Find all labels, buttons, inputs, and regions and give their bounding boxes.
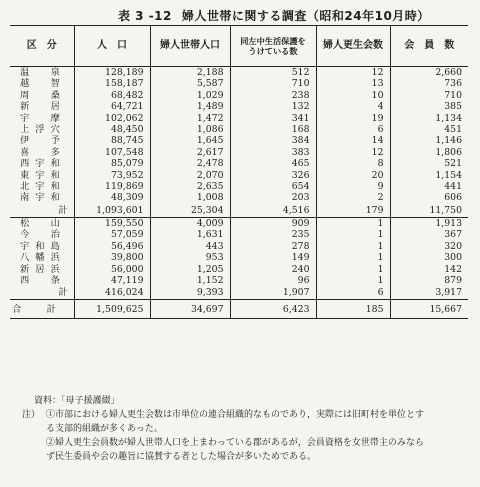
table-row (10, 170, 468, 181)
note-2-line-1: ②婦人更生会員数が婦人世帯人口を上まわっている郡があるが，会員資格を女世帯主のみなら (46, 438, 424, 448)
cell-population: 1,093,601 (74, 204, 150, 218)
cell-population: 102,062 (74, 113, 150, 124)
cell-welfare-count: 238 (230, 90, 316, 101)
cell-welfare-count: 240 (230, 264, 316, 275)
cell-women-household-pop: 953 (150, 252, 230, 263)
table-row (10, 252, 468, 263)
cell-association-count: 10 (316, 90, 390, 101)
cell-welfare-count: 278 (230, 241, 316, 252)
table-row (10, 241, 468, 252)
cell-population: 73,952 (74, 170, 150, 181)
cell-welfare-count: 654 (230, 181, 316, 192)
cell-district: 伊 予 (20, 135, 66, 147)
statistics-table (10, 25, 468, 319)
cell-welfare-count: 710 (230, 78, 316, 89)
cell-welfare-count: 149 (230, 252, 316, 263)
cell-members: 1,146 (390, 135, 468, 146)
cell-association-count: 1 (316, 275, 390, 286)
cell-members: 142 (390, 264, 468, 275)
cell-district: 計 (58, 287, 68, 299)
table-row (10, 275, 468, 286)
cell-association-count: 9 (316, 181, 390, 192)
cell-women-household-pop: 2,617 (150, 147, 230, 158)
note-2-line-2: ず民生委員や会の趣旨に協賛する者とした場合が多いためである。 (46, 452, 317, 462)
cell-district: 宇和島 (20, 240, 66, 252)
cell-members: 320 (390, 241, 468, 252)
cell-association-count: 4 (316, 101, 390, 112)
cell-district: 温 泉 (10, 67, 74, 79)
cell-district: 宇 摩 (20, 112, 66, 124)
cell-members: 441 (390, 181, 468, 192)
table-row (10, 158, 468, 169)
cell-association-count: 12 (316, 147, 390, 158)
table-row (10, 192, 468, 203)
cell-women-household-pop: 1,008 (150, 192, 230, 203)
cell-association-count: 1 (316, 241, 390, 252)
cell-members: 385 (390, 101, 468, 112)
cell-population: 57,059 (74, 229, 150, 240)
cell-association-count: 1 (316, 264, 390, 275)
header-women-household-pop: 婦人世帯人口 (150, 26, 230, 67)
cell-association-count: 2 (316, 192, 390, 203)
cell-welfare-count: 341 (230, 113, 316, 124)
cell-members: 1,806 (390, 147, 468, 158)
cell-women-household-pop: 2,635 (150, 181, 230, 192)
note-1-line-2: る支部的組織が多くあった。 (46, 424, 163, 434)
cell-association-count: 1 (316, 229, 390, 240)
note-label: 注） (21, 410, 40, 420)
cell-welfare-count: 6,423 (230, 300, 316, 319)
cell-women-household-pop: 9,393 (150, 286, 230, 300)
cell-women-household-pop: 34,697 (150, 300, 230, 319)
cell-district: 南宇和 (20, 192, 66, 204)
notes-section (16, 394, 474, 464)
table-row (10, 181, 468, 192)
cell-welfare-count: 96 (230, 275, 316, 286)
table-row (10, 135, 468, 146)
cell-members: 606 (390, 192, 468, 203)
cell-members: 2,660 (390, 67, 468, 79)
table-row (10, 90, 468, 101)
cell-district: 越 智 (20, 78, 66, 90)
cell-population: 159,550 (74, 217, 150, 229)
cell-population: 128,189 (74, 67, 150, 79)
cell-population: 416,024 (74, 286, 150, 300)
cell-district: 周 桑 (20, 89, 66, 101)
cell-members: 521 (390, 158, 468, 169)
cell-district: 西宇和 (20, 158, 66, 170)
cell-district: 東宇和 (20, 169, 66, 181)
header-welfare-text: 同左中生活保護をうけている数 (240, 36, 306, 56)
cell-welfare-count: 203 (230, 192, 316, 203)
cell-population: 48,309 (74, 192, 150, 203)
cell-members: 1,154 (390, 170, 468, 181)
cell-women-household-pop: 1,205 (150, 264, 230, 275)
cell-population: 68,482 (74, 90, 150, 101)
cell-women-household-pop: 2,188 (150, 67, 230, 79)
cell-district: 今 治 (20, 229, 66, 241)
cell-district: 八幡浜 (20, 252, 66, 264)
cell-women-household-pop: 2,478 (150, 158, 230, 169)
cell-members: 11,750 (390, 204, 468, 218)
table-row (10, 78, 468, 89)
subtotal-row (10, 286, 468, 300)
cell-women-household-pop: 1,472 (150, 113, 230, 124)
header-population: 人 口 (74, 26, 150, 67)
cell-population: 39,800 (74, 252, 150, 263)
source-note: 資料：「母子援護綴」 (34, 396, 120, 406)
cell-district: 喜 多 (20, 146, 66, 158)
cell-welfare-count: 132 (230, 101, 316, 112)
cell-population: 47,119 (74, 275, 150, 286)
cell-population: 48,450 (74, 124, 150, 135)
cell-members: 451 (390, 124, 468, 135)
cell-women-household-pop: 25,304 (150, 204, 230, 218)
cell-population: 88,745 (74, 135, 150, 146)
cell-district: 上浮穴 (20, 124, 66, 136)
cell-members: 367 (390, 229, 468, 240)
cell-population: 64,721 (74, 101, 150, 112)
cell-population: 85,079 (74, 158, 150, 169)
cell-women-household-pop: 2,070 (150, 170, 230, 181)
cell-members: 879 (390, 275, 468, 286)
cell-district: 新居浜 (20, 263, 66, 275)
cell-women-household-pop: 443 (150, 241, 230, 252)
header-association-count: 婦人更生会数 (316, 26, 390, 67)
cell-district: 新 居 (20, 101, 66, 113)
cell-welfare-count: 909 (230, 217, 316, 229)
header-row (10, 26, 468, 67)
note-1-line-1: ①市部における婦人更生会数は市単位の連合組織的なものであり，実際には旧町村を単位とす (46, 410, 425, 420)
cell-association-count: 20 (316, 170, 390, 181)
cell-members: 300 (390, 252, 468, 263)
cell-association-count: 14 (316, 135, 390, 146)
table-caption: 婦人世帯に関する調査（昭和24年10月時） (181, 9, 430, 23)
cell-population: 107,548 (74, 147, 150, 158)
cell-welfare-count: 235 (230, 229, 316, 240)
cell-members: 3,917 (390, 286, 468, 300)
table-row (10, 67, 468, 79)
cell-welfare-count: 384 (230, 135, 316, 146)
cell-association-count: 6 (316, 124, 390, 135)
cell-association-count: 1 (316, 252, 390, 263)
subtotal-row (10, 204, 468, 218)
header-welfare-count (230, 26, 316, 67)
cell-population: 56,496 (74, 241, 150, 252)
cell-members: 1,134 (390, 113, 468, 124)
cell-women-household-pop: 1,631 (150, 229, 230, 240)
table-row (10, 101, 468, 112)
city-rows (10, 217, 468, 299)
table-row (10, 147, 468, 158)
cell-association-count: 185 (316, 300, 390, 319)
table-row (10, 229, 468, 240)
cell-welfare-count: 168 (230, 124, 316, 135)
cell-district: 北宇和 (20, 181, 66, 193)
cell-district: 松 山 (10, 217, 74, 229)
cell-association-count: 12 (316, 67, 390, 79)
cell-association-count: 179 (316, 204, 390, 218)
table-title (118, 7, 440, 24)
cell-women-household-pop: 5,587 (150, 78, 230, 89)
cell-members: 15,667 (390, 300, 468, 319)
cell-women-household-pop: 1,086 (150, 124, 230, 135)
table-row (10, 124, 468, 135)
cell-population: 1,509,625 (74, 300, 150, 319)
cell-welfare-count: 512 (230, 67, 316, 79)
cell-welfare-count: 4,516 (230, 204, 316, 218)
gun-rows (10, 67, 468, 218)
cell-association-count: 1 (316, 217, 390, 229)
cell-district: 合 計 (10, 300, 74, 319)
cell-welfare-count: 1,907 (230, 286, 316, 300)
table-row (10, 217, 468, 229)
cell-welfare-count: 383 (230, 147, 316, 158)
cell-population: 119,869 (74, 181, 150, 192)
header-district: 区 分 (10, 26, 74, 67)
cell-women-household-pop: 1,489 (150, 101, 230, 112)
cell-association-count: 13 (316, 78, 390, 89)
cell-women-household-pop: 4,009 (150, 217, 230, 229)
cell-members: 1,913 (390, 217, 468, 229)
cell-association-count: 19 (316, 113, 390, 124)
header-members: 会 員 数 (390, 26, 468, 67)
cell-population: 56,000 (74, 264, 150, 275)
cell-women-household-pop: 1,152 (150, 275, 230, 286)
cell-district: 西 条 (20, 274, 66, 286)
cell-members: 710 (390, 90, 468, 101)
cell-welfare-count: 326 (230, 170, 316, 181)
table-row (10, 264, 468, 275)
cell-association-count: 8 (316, 158, 390, 169)
cell-association-count: 6 (316, 286, 390, 300)
table-row (10, 113, 468, 124)
cell-district: 計 (58, 204, 68, 216)
cell-members: 736 (390, 78, 468, 89)
cell-population: 158,187 (74, 78, 150, 89)
cell-welfare-count: 465 (230, 158, 316, 169)
cell-women-household-pop: 1,645 (150, 135, 230, 146)
cell-women-household-pop: 1,029 (150, 90, 230, 101)
grand-total-row (10, 300, 468, 319)
table-number: 表 3 -12 (118, 9, 172, 23)
